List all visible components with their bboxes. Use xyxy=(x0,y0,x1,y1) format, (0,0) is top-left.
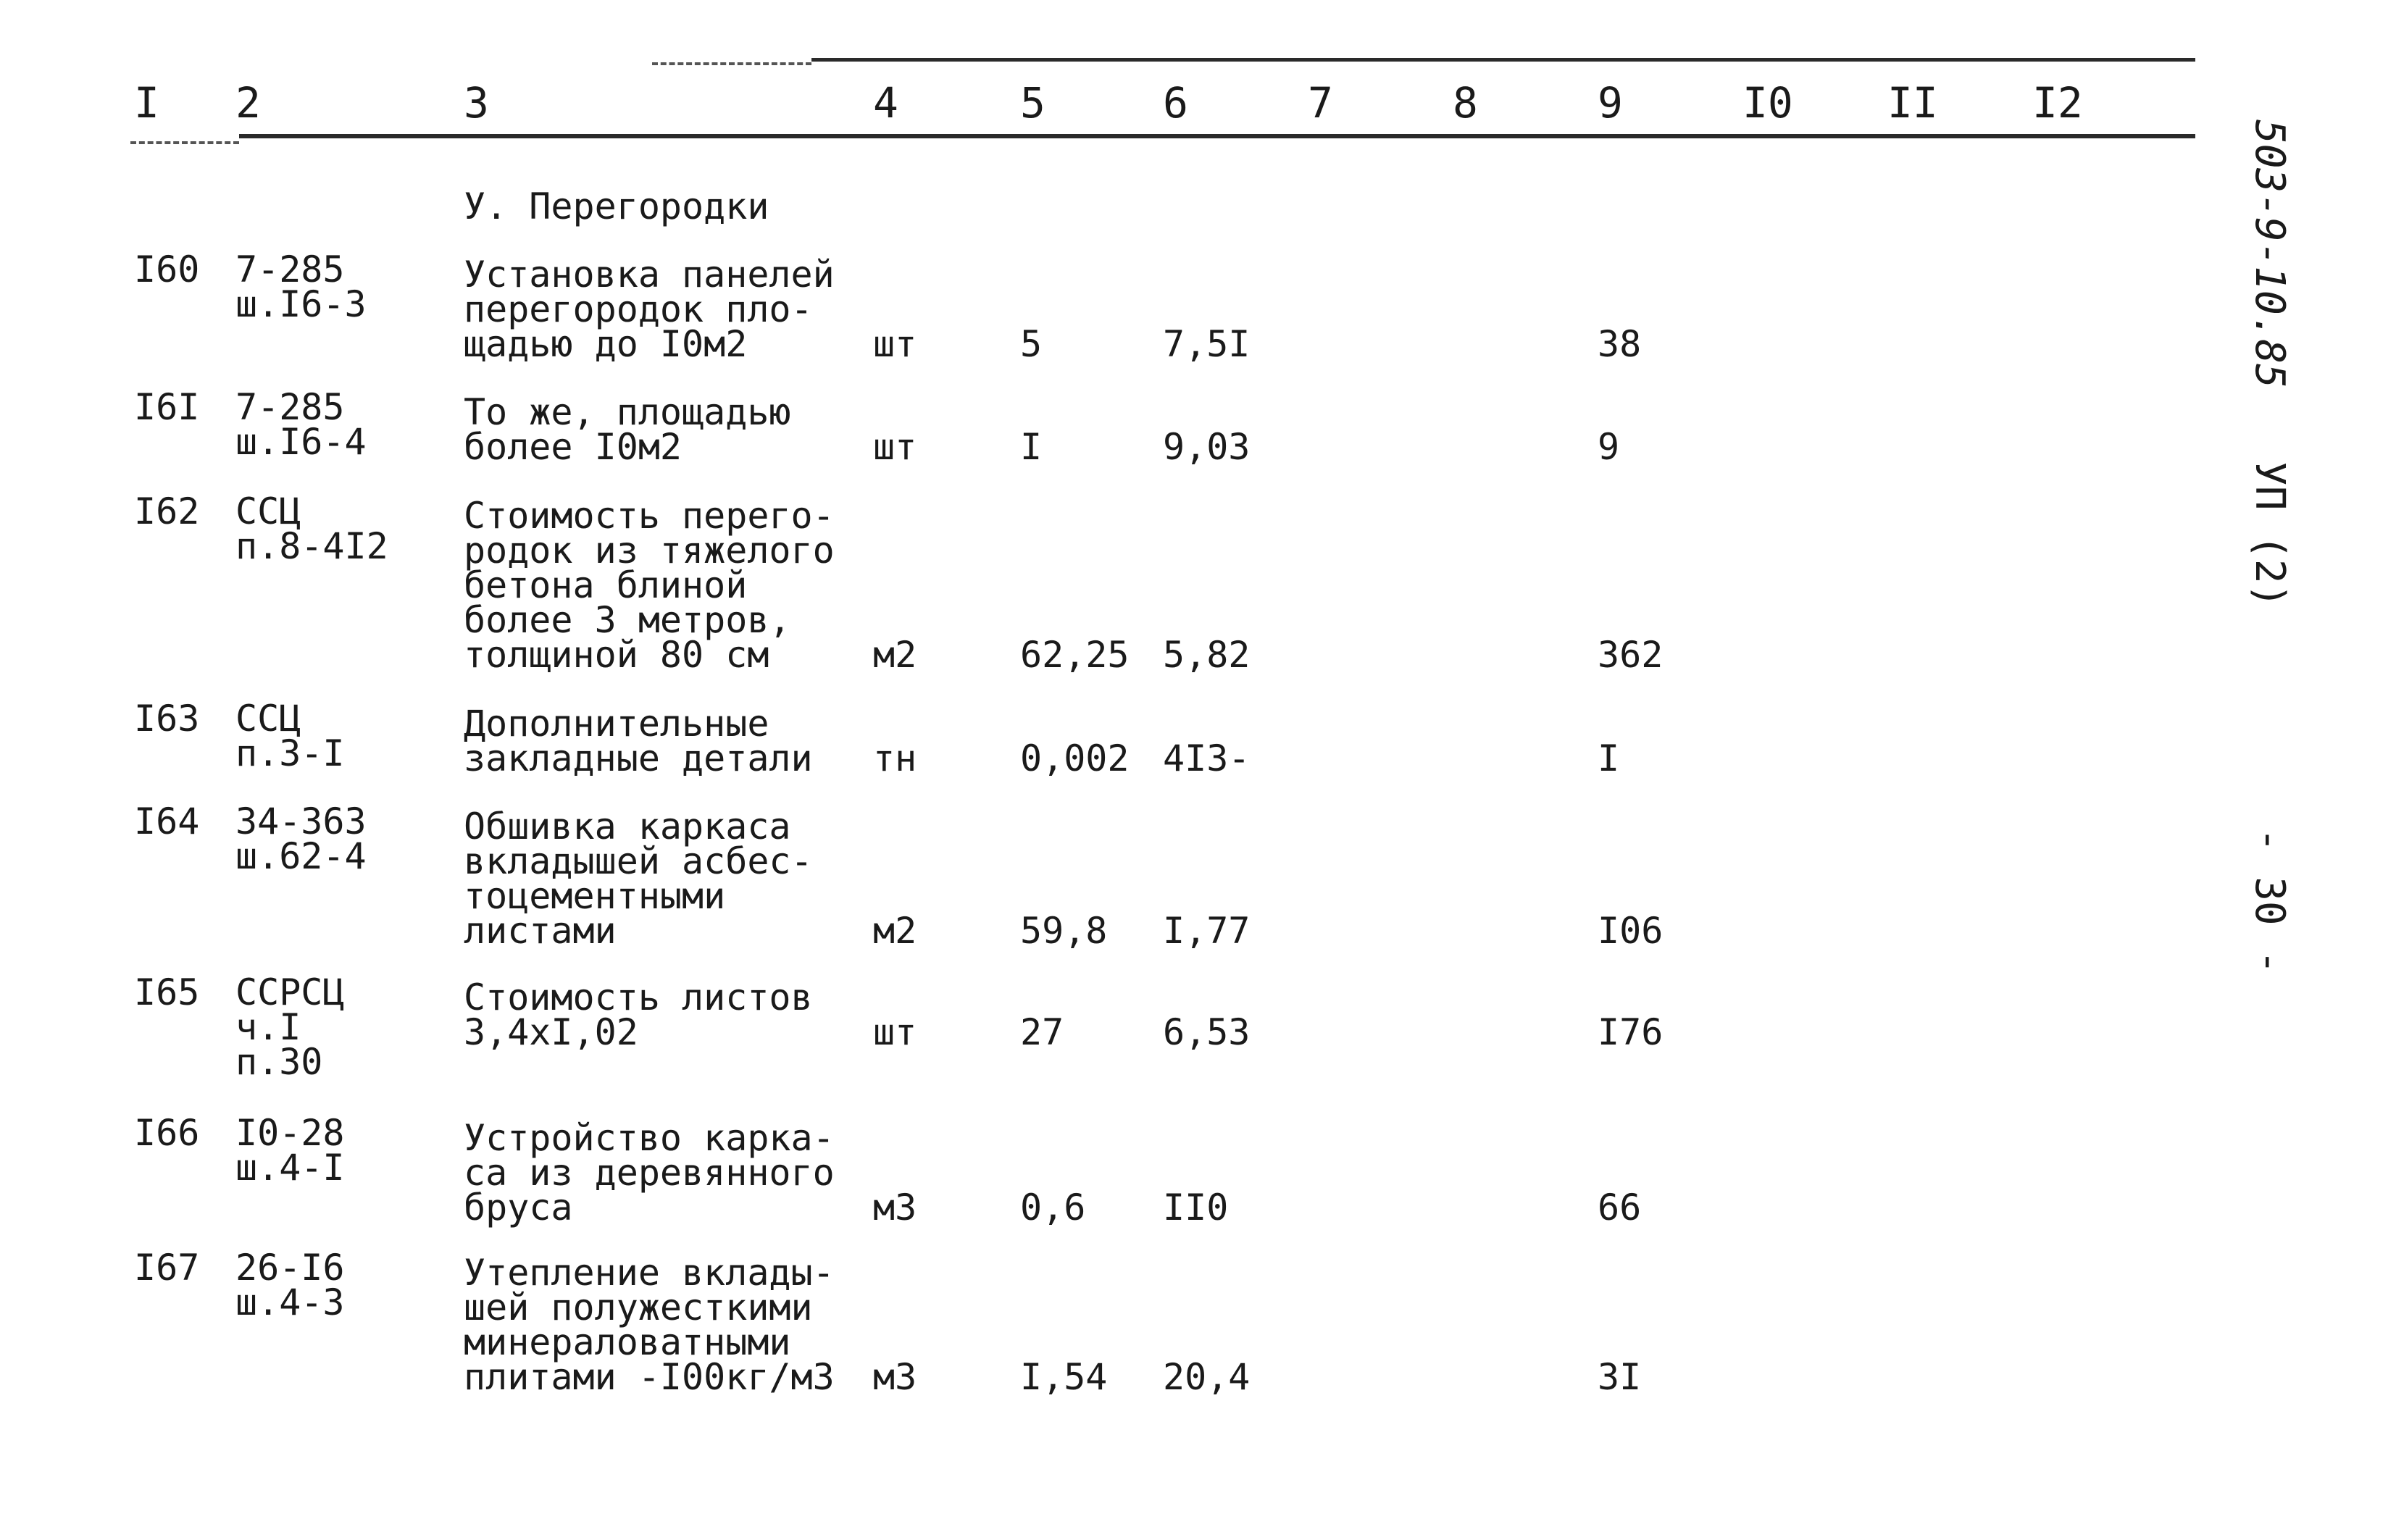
row-number: I64 xyxy=(134,800,200,842)
header-rule-dashed xyxy=(130,141,239,144)
column-header-4: 4 xyxy=(873,78,898,127)
row-quantity: 62,25 xyxy=(1020,634,1130,676)
row-total: 9 xyxy=(1598,426,1620,468)
row-desc-line: бруса xyxy=(464,1187,573,1229)
row-quantity: 5 xyxy=(1020,323,1043,365)
row-unit: м3 xyxy=(873,1187,917,1229)
row-desc-line: бетона блиной xyxy=(464,564,748,606)
row-unit: шт xyxy=(873,1011,917,1053)
row-code-line: 26-I6 xyxy=(235,1247,345,1289)
row-unit-price: 7,5I xyxy=(1163,323,1251,365)
row-unit-price: II0 xyxy=(1163,1187,1229,1229)
row-code-line: ССЦ xyxy=(235,698,301,740)
row-desc-line: плитами -I00кг/м3 xyxy=(464,1356,835,1398)
row-desc-line: толщиной 80 см xyxy=(464,634,769,676)
header-rule xyxy=(239,134,2195,138)
row-unit: м2 xyxy=(873,634,917,676)
row-code-line: 34-363 xyxy=(235,800,367,842)
row-number: I65 xyxy=(134,971,200,1013)
side-document-label xyxy=(2246,120,2292,974)
column-header-1: I xyxy=(134,78,159,127)
column-header-6: 6 xyxy=(1163,78,1188,127)
row-quantity: I xyxy=(1020,426,1043,468)
row-unit: тн xyxy=(873,737,917,779)
row-desc-line: вкладышей асбес- xyxy=(464,840,813,882)
row-desc-line: Устройство карка- xyxy=(464,1117,835,1159)
row-unit: шт xyxy=(873,323,917,365)
row-total: 3I xyxy=(1598,1356,1642,1398)
row-desc-line: минераловатными xyxy=(464,1321,791,1363)
row-number: I60 xyxy=(134,248,200,290)
column-header-3: 3 xyxy=(464,78,489,127)
row-code-line: ш.62-4 xyxy=(235,835,367,877)
row-code-line: ш.I6-4 xyxy=(235,421,367,463)
row-number: I67 xyxy=(134,1247,200,1289)
row-quantity: 0,6 xyxy=(1020,1187,1086,1229)
row-unit-price: 20,4 xyxy=(1163,1356,1251,1398)
column-header-10: I0 xyxy=(1742,78,1793,127)
row-desc-line: Стоимость перего- xyxy=(464,495,835,537)
row-unit: м2 xyxy=(873,910,917,952)
row-number: I66 xyxy=(134,1112,200,1154)
document-part: УП (2) xyxy=(2246,461,2293,608)
row-quantity: 0,002 xyxy=(1020,737,1130,779)
row-desc-line: Утепление вклады- xyxy=(464,1252,835,1294)
row-code-line: ш.4-I xyxy=(235,1147,345,1189)
row-total: I76 xyxy=(1598,1011,1664,1053)
row-desc-line: более I0м2 xyxy=(464,426,683,468)
row-total: 66 xyxy=(1598,1187,1642,1229)
row-unit-price: 5,82 xyxy=(1163,634,1251,676)
column-header-2: 2 xyxy=(235,78,261,127)
row-code-line: ч.I xyxy=(235,1006,301,1048)
row-unit-price: I,77 xyxy=(1163,910,1251,952)
row-code-line: ш.4-3 xyxy=(235,1281,345,1323)
row-unit: м3 xyxy=(873,1356,917,1398)
row-desc-line: Стоимость листов xyxy=(464,976,813,1018)
row-desc-line: 3,4хI,02 xyxy=(464,1011,638,1053)
row-code-line: 7-285 xyxy=(235,386,345,428)
row-desc-line: перегородок пло- xyxy=(464,288,813,330)
row-total: I xyxy=(1598,737,1620,779)
row-code-line: п.8-4I2 xyxy=(235,525,388,567)
row-desc-line: родок из тяжелого xyxy=(464,530,835,572)
row-total: 362 xyxy=(1598,634,1664,676)
top-rule xyxy=(811,58,2195,62)
row-code-line: I0-28 xyxy=(235,1112,345,1154)
column-header-7: 7 xyxy=(1308,78,1333,127)
column-header-9: 9 xyxy=(1598,78,1623,127)
row-code-line: п.3-I xyxy=(235,732,345,774)
document-code: 503-9-10.85 xyxy=(2246,120,2293,388)
row-code-line: п.30 xyxy=(235,1041,323,1083)
top-rule-dashed xyxy=(652,62,811,65)
row-number: I62 xyxy=(134,490,200,532)
page-number: - 30 - xyxy=(2246,827,2293,975)
row-quantity: I,54 xyxy=(1020,1356,1108,1398)
row-total: I06 xyxy=(1598,910,1664,952)
row-desc-line: тоцементными xyxy=(464,875,726,917)
section-title: У. Перегородки xyxy=(464,185,769,227)
row-code-line: ш.I6-3 xyxy=(235,283,367,325)
row-desc-line: щадью до I0м2 xyxy=(464,323,748,365)
row-desc-line: То же, площадью xyxy=(464,391,791,433)
row-code-line: ССЦ xyxy=(235,490,301,532)
row-desc-line: листами xyxy=(464,910,617,952)
column-header-11: II xyxy=(1887,78,1938,127)
row-unit: шт xyxy=(873,426,917,468)
row-quantity: 59,8 xyxy=(1020,910,1108,952)
row-quantity: 27 xyxy=(1020,1011,1064,1053)
row-desc-line: закладные детали xyxy=(464,737,813,779)
row-unit-price: 9,03 xyxy=(1163,426,1251,468)
row-desc-line: Установка панелей xyxy=(464,254,835,296)
row-total: 38 xyxy=(1598,323,1642,365)
column-header-8: 8 xyxy=(1453,78,1478,127)
row-number: I6I xyxy=(134,386,200,428)
row-desc-line: Дополнительные xyxy=(464,703,769,745)
row-desc-line: шей полужесткими xyxy=(464,1286,813,1328)
row-code-line: 7-285 xyxy=(235,248,345,290)
row-desc-line: более 3 метров, xyxy=(464,599,791,641)
row-unit-price: 4I3- xyxy=(1163,737,1251,779)
row-unit-price: 6,53 xyxy=(1163,1011,1251,1053)
column-header-5: 5 xyxy=(1020,78,1045,127)
row-code-line: ССРСЦ xyxy=(235,971,345,1013)
row-desc-line: Обшивка каркаса xyxy=(464,805,791,848)
row-desc-line: са из деревянного xyxy=(464,1152,835,1194)
column-header-12: I2 xyxy=(2032,78,2083,127)
row-number: I63 xyxy=(134,698,200,740)
